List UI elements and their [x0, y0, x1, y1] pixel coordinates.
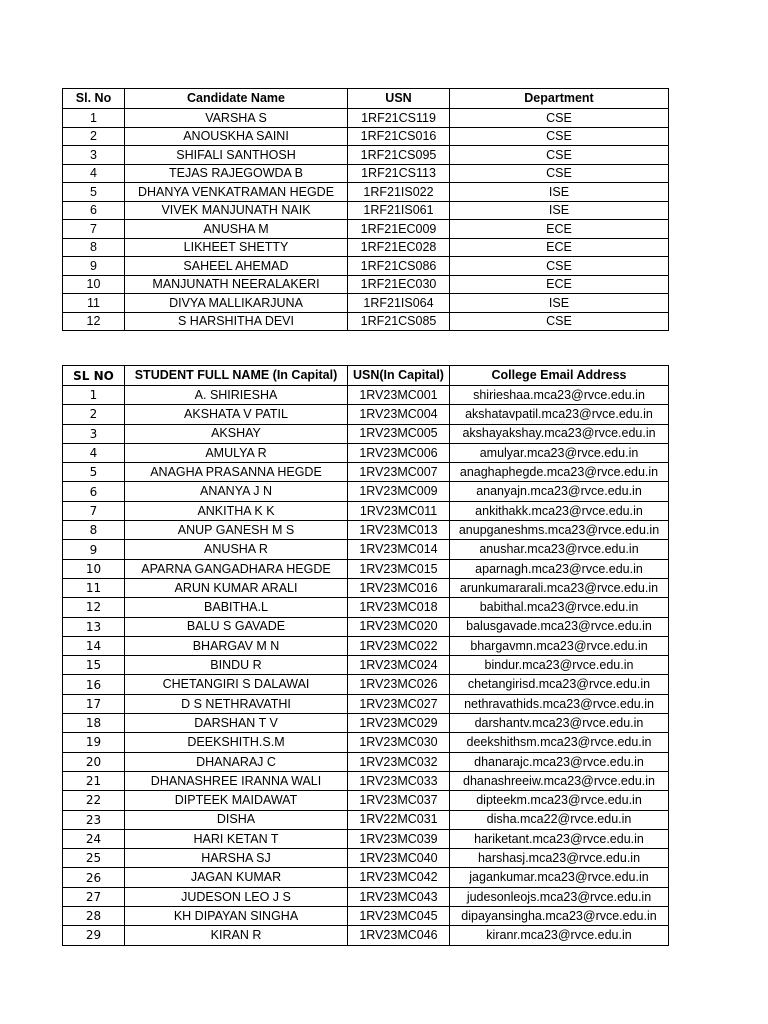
header-sl-no: SL NO	[63, 366, 125, 386]
cell-email: bhargavmn.mca23@rvce.edu.in	[450, 636, 669, 655]
cell-candidate-name: TEJAS RAJEGOWDA B	[125, 164, 348, 183]
cell-usn: 1RV23MC001	[348, 386, 450, 405]
cell-email: chetangirisd.mca23@rvce.edu.in	[450, 675, 669, 694]
cell-sl-no: 2	[63, 405, 125, 424]
cell-sl-no: 6	[63, 482, 125, 501]
cell-candidate-name: S HARSHITHA DEVI	[125, 312, 348, 331]
cell-usn: 1RV23MC033	[348, 771, 450, 790]
cell-student-name: ANAGHA PRASANNA HEGDE	[125, 463, 348, 482]
cell-sl-no: 5	[63, 463, 125, 482]
cell-usn: 1RV23MC022	[348, 636, 450, 655]
cell-usn: 1RF21IS064	[348, 294, 450, 313]
table-row	[63, 463, 669, 482]
cell-student-name: ANUSHA R	[125, 540, 348, 559]
cell-usn: 1RV23MC027	[348, 694, 450, 713]
cell-sl-no: 7	[63, 220, 125, 239]
cell-candidate-name: DIVYA MALLIKARJUNA	[125, 294, 348, 313]
table-row	[63, 559, 669, 578]
cell-email: amulyar.mca23@rvce.edu.in	[450, 443, 669, 462]
cell-sl-no: 10	[63, 275, 125, 294]
cell-student-name: DHANARAJ C	[125, 752, 348, 771]
cell-usn: 1RV23MC029	[348, 714, 450, 733]
table-row	[63, 201, 669, 220]
cell-email: balusgavade.mca23@rvce.edu.in	[450, 617, 669, 636]
cell-department: ISE	[450, 294, 669, 313]
cell-email: dhanashreeiw.mca23@rvce.edu.in	[450, 771, 669, 790]
cell-usn: 1RF21EC028	[348, 238, 450, 257]
cell-usn: 1RV23MC006	[348, 443, 450, 462]
table-row	[63, 312, 669, 331]
cell-email: kiranr.mca23@rvce.edu.in	[450, 926, 669, 945]
cell-usn: 1RF21CS086	[348, 257, 450, 276]
cell-student-name: APARNA GANGADHARA HEGDE	[125, 559, 348, 578]
cell-usn: 1RV23MC043	[348, 887, 450, 906]
table-row	[63, 636, 669, 655]
cell-usn: 1RF21CS113	[348, 164, 450, 183]
cell-email: dhanarajc.mca23@rvce.edu.in	[450, 752, 669, 771]
cell-usn: 1RF21EC009	[348, 220, 450, 239]
cell-student-name: HARI KETAN T	[125, 829, 348, 848]
cell-student-name: CHETANGIRI S DALAWAI	[125, 675, 348, 694]
cell-department: CSE	[450, 109, 669, 128]
cell-sl-no: 12	[63, 312, 125, 331]
table-row	[63, 771, 669, 790]
cell-email: ankithakk.mca23@rvce.edu.in	[450, 501, 669, 520]
cell-email: anushar.mca23@rvce.edu.in	[450, 540, 669, 559]
cell-student-name: JUDESON LEO J S	[125, 887, 348, 906]
cell-usn: 1RV23MC014	[348, 540, 450, 559]
cell-student-name: DHANASHREE IRANNA WALI	[125, 771, 348, 790]
cell-email: bindur.mca23@rvce.edu.in	[450, 656, 669, 675]
table-row	[63, 220, 669, 239]
cell-sl-no: 25	[63, 849, 125, 868]
cell-email: shirieshaa.mca23@rvce.edu.in	[450, 386, 669, 405]
cell-email: jagankumar.mca23@rvce.edu.in	[450, 868, 669, 887]
cell-student-name: AKSHATA V PATIL	[125, 405, 348, 424]
cell-sl-no: 11	[63, 578, 125, 597]
header-department: Department	[450, 89, 669, 109]
cell-sl-no: 28	[63, 907, 125, 926]
cell-sl-no: 8	[63, 238, 125, 257]
cell-student-name: D S NETHRAVATHI	[125, 694, 348, 713]
cell-sl-no: 16	[63, 675, 125, 694]
cell-department: CSE	[450, 146, 669, 165]
cell-usn: 1RV23MC004	[348, 405, 450, 424]
candidate-table-header	[63, 89, 669, 109]
cell-student-name: A. SHIRIESHA	[125, 386, 348, 405]
table-row	[63, 164, 669, 183]
table-row	[63, 598, 669, 617]
cell-department: CSE	[450, 127, 669, 146]
cell-usn: 1RV23MC024	[348, 656, 450, 675]
cell-candidate-name: DHANYA VENKATRAMAN HEGDE	[125, 183, 348, 202]
cell-student-name: DEEKSHITH.S.M	[125, 733, 348, 752]
table-row	[63, 578, 669, 597]
cell-sl-no: 7	[63, 501, 125, 520]
cell-sl-no: 23	[63, 810, 125, 829]
cell-department: ISE	[450, 201, 669, 220]
cell-sl-no: 20	[63, 752, 125, 771]
cell-department: ECE	[450, 220, 669, 239]
cell-email: aparnagh.mca23@rvce.edu.in	[450, 559, 669, 578]
cell-usn: 1RV23MC018	[348, 598, 450, 617]
table-row	[63, 714, 669, 733]
cell-sl-no: 27	[63, 887, 125, 906]
table-row	[63, 238, 669, 257]
table-row	[63, 501, 669, 520]
table-row	[63, 694, 669, 713]
table-row	[63, 183, 669, 202]
cell-candidate-name: LIKHEET SHETTY	[125, 238, 348, 257]
cell-usn: 1RV23MC009	[348, 482, 450, 501]
cell-student-name: BINDU R	[125, 656, 348, 675]
cell-sl-no: 19	[63, 733, 125, 752]
cell-student-name: BHARGAV M N	[125, 636, 348, 655]
cell-student-name: AKSHAY	[125, 424, 348, 443]
cell-candidate-name: SAHEEL AHEMAD	[125, 257, 348, 276]
cell-email: ananyajn.mca23@rvce.edu.in	[450, 482, 669, 501]
cell-usn: 1RV23MC015	[348, 559, 450, 578]
cell-student-name: BABITHA.L	[125, 598, 348, 617]
cell-usn: 1RV23MC046	[348, 926, 450, 945]
cell-sl-no: 29	[63, 926, 125, 945]
cell-sl-no: 6	[63, 201, 125, 220]
cell-sl-no: 5	[63, 183, 125, 202]
candidate-table	[62, 88, 669, 331]
cell-usn: 1RV23MC005	[348, 424, 450, 443]
cell-email: akshayakshay.mca23@rvce.edu.in	[450, 424, 669, 443]
table-row	[63, 405, 669, 424]
header-student-full-name: STUDENT FULL NAME (In Capital)	[125, 366, 348, 386]
table-row	[63, 386, 669, 405]
header-sl-no: Sl. No	[63, 89, 125, 109]
cell-sl-no: 12	[63, 598, 125, 617]
cell-email: darshantv.mca23@rvce.edu.in	[450, 714, 669, 733]
table-row	[63, 829, 669, 848]
table-row	[63, 294, 669, 313]
header-usn: USN	[348, 89, 450, 109]
table-row	[63, 926, 669, 945]
cell-usn: 1RF21CS016	[348, 127, 450, 146]
table-row	[63, 849, 669, 868]
cell-usn: 1RV23MC040	[348, 849, 450, 868]
table-row	[63, 733, 669, 752]
cell-department: CSE	[450, 312, 669, 331]
table-row	[63, 868, 669, 887]
cell-candidate-name: SHIFALI SANTHOSH	[125, 146, 348, 165]
table-row	[63, 146, 669, 165]
table-row	[63, 521, 669, 540]
cell-student-name: ANANYA J N	[125, 482, 348, 501]
student-table-header	[63, 366, 669, 386]
table-row	[63, 791, 669, 810]
cell-sl-no: 22	[63, 791, 125, 810]
cell-student-name: AMULYA R	[125, 443, 348, 462]
cell-sl-no: 13	[63, 617, 125, 636]
cell-usn: 1RF21IS022	[348, 183, 450, 202]
cell-email: arunkumararali.mca23@rvce.edu.in	[450, 578, 669, 597]
table-row	[63, 656, 669, 675]
cell-sl-no: 3	[63, 146, 125, 165]
cell-sl-no: 4	[63, 443, 125, 462]
cell-student-name: KIRAN R	[125, 926, 348, 945]
table-row	[63, 810, 669, 829]
cell-usn: 1RF21CS085	[348, 312, 450, 331]
cell-usn: 1RV23MC039	[348, 829, 450, 848]
cell-email: judesonleojs.mca23@rvce.edu.in	[450, 887, 669, 906]
cell-candidate-name: ANUSHA M	[125, 220, 348, 239]
cell-email: hariketant.mca23@rvce.edu.in	[450, 829, 669, 848]
cell-department: ECE	[450, 275, 669, 294]
header-candidate-name: Candidate Name	[125, 89, 348, 109]
cell-usn: 1RF21CS095	[348, 146, 450, 165]
cell-sl-no: 14	[63, 636, 125, 655]
cell-usn: 1RV23MC016	[348, 578, 450, 597]
cell-usn: 1RV23MC007	[348, 463, 450, 482]
cell-sl-no: 24	[63, 829, 125, 848]
cell-student-name: ARUN KUMAR ARALI	[125, 578, 348, 597]
cell-email: akshatavpatil.mca23@rvce.edu.in	[450, 405, 669, 424]
table-row	[63, 443, 669, 462]
cell-sl-no: 1	[63, 109, 125, 128]
cell-candidate-name: ANOUSKHA SAINI	[125, 127, 348, 146]
cell-sl-no: 3	[63, 424, 125, 443]
cell-email: nethravathids.mca23@rvce.edu.in	[450, 694, 669, 713]
cell-student-name: JAGAN KUMAR	[125, 868, 348, 887]
table-row	[63, 887, 669, 906]
cell-usn: 1RF21IS061	[348, 201, 450, 220]
table-row	[63, 424, 669, 443]
cell-sl-no: 10	[63, 559, 125, 578]
cell-email: dipayansingha.mca23@rvce.edu.in	[450, 907, 669, 926]
cell-student-name: DISHA	[125, 810, 348, 829]
table-row	[63, 675, 669, 694]
cell-sl-no: 4	[63, 164, 125, 183]
cell-email: deekshithsm.mca23@rvce.edu.in	[450, 733, 669, 752]
cell-usn: 1RF21CS119	[348, 109, 450, 128]
cell-candidate-name: VARSHA S	[125, 109, 348, 128]
cell-usn: 1RV23MC011	[348, 501, 450, 520]
table-row	[63, 752, 669, 771]
cell-student-name: KH DIPAYAN SINGHA	[125, 907, 348, 926]
table-row	[63, 617, 669, 636]
cell-student-name: DIPTEEK MAIDAWAT	[125, 791, 348, 810]
cell-usn: 1RV22MC031	[348, 810, 450, 829]
cell-email: anaghaphegde.mca23@rvce.edu.in	[450, 463, 669, 482]
cell-department: CSE	[450, 257, 669, 276]
cell-sl-no: 8	[63, 521, 125, 540]
table-row	[63, 907, 669, 926]
cell-sl-no: 2	[63, 127, 125, 146]
cell-student-name: HARSHA SJ	[125, 849, 348, 868]
cell-usn: 1RV23MC032	[348, 752, 450, 771]
cell-student-name: ANKITHA K K	[125, 501, 348, 520]
student-table	[62, 365, 669, 946]
cell-sl-no: 15	[63, 656, 125, 675]
header-usn: USN(In Capital)	[348, 366, 450, 386]
cell-email: dipteekm.mca23@rvce.edu.in	[450, 791, 669, 810]
cell-email: harshasj.mca23@rvce.edu.in	[450, 849, 669, 868]
cell-sl-no: 1	[63, 386, 125, 405]
cell-sl-no: 9	[63, 540, 125, 559]
cell-usn: 1RV23MC037	[348, 791, 450, 810]
cell-student-name: BALU S GAVADE	[125, 617, 348, 636]
cell-sl-no: 26	[63, 868, 125, 887]
cell-department: ISE	[450, 183, 669, 202]
cell-sl-no: 11	[63, 294, 125, 313]
cell-candidate-name: MANJUNATH NEERALAKERI	[125, 275, 348, 294]
cell-usn: 1RV23MC026	[348, 675, 450, 694]
cell-student-name: ANUP GANESH M S	[125, 521, 348, 540]
cell-usn: 1RV23MC013	[348, 521, 450, 540]
table-row	[63, 540, 669, 559]
table-row	[63, 482, 669, 501]
cell-student-name: DARSHAN T V	[125, 714, 348, 733]
cell-usn: 1RF21EC030	[348, 275, 450, 294]
cell-usn: 1RV23MC030	[348, 733, 450, 752]
table-row	[63, 257, 669, 276]
cell-usn: 1RV23MC020	[348, 617, 450, 636]
table-row	[63, 275, 669, 294]
cell-usn: 1RV23MC042	[348, 868, 450, 887]
cell-sl-no: 21	[63, 771, 125, 790]
cell-email: disha.mca22@rvce.edu.in	[450, 810, 669, 829]
cell-sl-no: 17	[63, 694, 125, 713]
cell-department: CSE	[450, 164, 669, 183]
cell-department: ECE	[450, 238, 669, 257]
table-row	[63, 109, 669, 128]
header-college-email: College Email Address	[450, 366, 669, 386]
cell-sl-no: 18	[63, 714, 125, 733]
cell-email: babithal.mca23@rvce.edu.in	[450, 598, 669, 617]
cell-usn: 1RV23MC045	[348, 907, 450, 926]
table-row	[63, 127, 669, 146]
cell-sl-no: 9	[63, 257, 125, 276]
cell-candidate-name: VIVEK MANJUNATH NAIK	[125, 201, 348, 220]
cell-email: anupganeshms.mca23@rvce.edu.in	[450, 521, 669, 540]
